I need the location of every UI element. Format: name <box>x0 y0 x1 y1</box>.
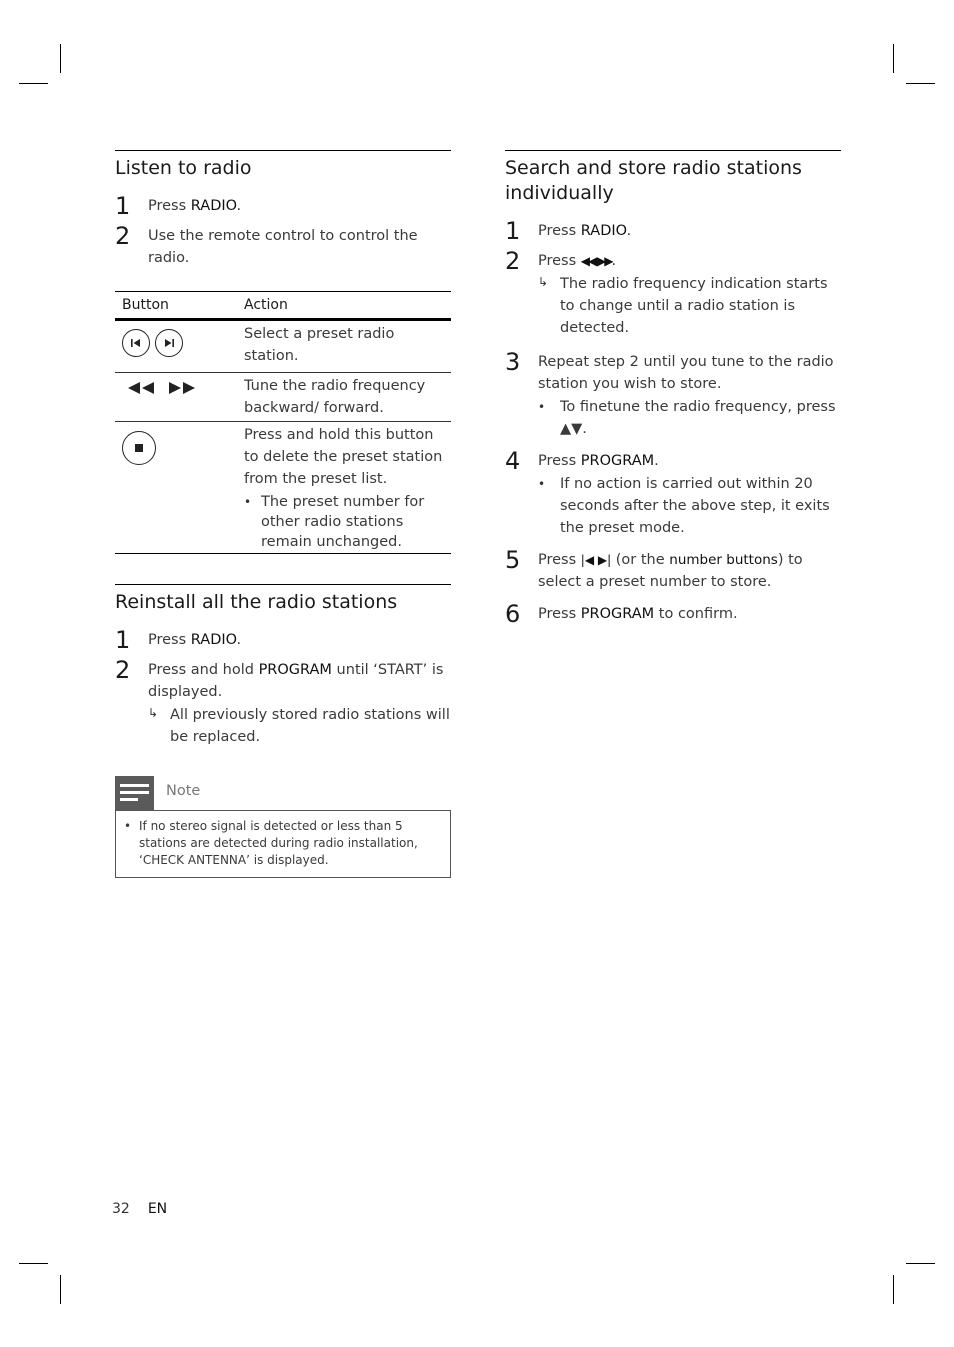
note-header <box>115 776 451 810</box>
action-cell: Select a preset radio station. <box>244 326 395 364</box>
step-2 <box>115 656 451 748</box>
action-cell: Tune the radio frequency backward/ forward. <box>244 378 426 416</box>
step-number: 5 <box>505 546 521 574</box>
button-cell <box>115 373 244 421</box>
step-number: 4 <box>505 447 521 475</box>
step-text: . <box>611 253 617 269</box>
action-bullet <box>244 492 447 552</box>
step-text: (or the <box>611 552 670 568</box>
crop-mark <box>60 44 61 73</box>
result-text: All previously stored radio stations will be replaced. <box>170 707 450 745</box>
step-text: Use the remote control to control the radio. <box>148 228 418 266</box>
step-text: . <box>626 223 632 239</box>
step-text: Press <box>538 223 581 239</box>
keyword: RADIO <box>190 198 237 214</box>
bullet-text: The preset number for other radio stations remain unchanged. <box>261 494 425 550</box>
step-1 <box>115 192 451 220</box>
rewind-icon <box>127 382 155 394</box>
step-number: 2 <box>115 222 131 250</box>
bullet-dot: • <box>244 495 252 509</box>
keyword: number buttons <box>669 552 778 568</box>
step-number: 6 <box>505 600 521 628</box>
bullet-text: To finetune the radio frequency, press ▲▼. <box>560 399 836 437</box>
keyword: |◀ ▶| <box>580 553 612 567</box>
step-text: Press <box>538 606 581 622</box>
bullet-text: If no action is carried out within 20 seconds after the above step, it exits the preset mode. <box>560 476 830 536</box>
step-6 <box>505 600 841 628</box>
bullet-dot: • <box>124 819 132 833</box>
note-box <box>115 810 451 878</box>
button-cell <box>115 422 244 553</box>
step-text: . <box>236 198 242 214</box>
step-text: Press <box>148 632 191 648</box>
header-action: Action <box>244 297 288 313</box>
step-text: Press and hold <box>148 662 259 678</box>
header-button: Button <box>122 297 169 313</box>
step-text: until ‘START’ is displayed. <box>148 662 444 700</box>
right-column <box>505 150 841 628</box>
step-text: Press <box>538 552 581 568</box>
step-text: to confirm. <box>654 606 738 622</box>
crop-mark <box>60 1275 61 1304</box>
result-arrow-icon: ↳ <box>148 706 159 720</box>
bullet-dot: • <box>538 400 546 414</box>
note-title: Note <box>166 783 201 799</box>
left-column <box>115 150 451 878</box>
next-icon <box>155 329 183 357</box>
section-title-listen: Listen to radio <box>115 157 252 179</box>
step-result <box>538 273 841 339</box>
step-bullet <box>538 396 841 440</box>
step-number: 2 <box>505 247 521 275</box>
step-5 <box>505 546 841 593</box>
note-text: If no stereo signal is detected or less than 5 stations are detected during radio installation, ‘CHECK ANTENNA’ is displayed. <box>139 819 418 867</box>
bullet-dot: • <box>538 477 546 491</box>
step-number: 2 <box>115 656 131 684</box>
keyword: RADIO <box>190 632 237 648</box>
step-number: 3 <box>505 348 521 376</box>
page-number: 32 <box>112 1201 130 1217</box>
action-cell <box>244 422 451 553</box>
step-1 <box>505 217 841 245</box>
result-arrow-icon: ↳ <box>538 275 549 289</box>
crop-mark <box>893 1275 894 1304</box>
button-cell <box>115 321 244 372</box>
button-action-table <box>115 291 451 554</box>
step-text: Press <box>148 198 191 214</box>
action-text: Press and hold this button to delete the preset station from the preset list. <box>244 427 443 487</box>
keyword: ◀◀ ▶▶ <box>580 254 612 268</box>
section-title-search-store: Search and store radio stations individually <box>505 157 802 204</box>
step-2 <box>115 222 451 269</box>
step-2 <box>505 247 841 339</box>
step-1 <box>115 626 451 654</box>
step-result <box>148 704 451 748</box>
fast-forward-icon <box>168 382 196 394</box>
keyword: RADIO <box>580 223 627 239</box>
step-text: Press <box>538 253 581 269</box>
note-icon <box>115 776 154 810</box>
step-bullet <box>538 473 841 539</box>
keyword: PROGRAM <box>258 662 332 678</box>
step-number: 1 <box>115 192 131 220</box>
table-row <box>115 372 451 421</box>
prev-icon <box>122 329 150 357</box>
crop-mark <box>906 1263 935 1264</box>
keyword: PROGRAM <box>580 453 655 469</box>
result-text: The radio frequency indication starts to change until a radio station is detected. <box>560 276 828 336</box>
language-code: EN <box>147 1201 168 1217</box>
keyword: PROGRAM <box>580 606 655 622</box>
step-4 <box>505 447 841 539</box>
table-header <box>115 292 451 321</box>
section-title-reinstall: Reinstall all the radio stations <box>115 591 398 613</box>
crop-mark <box>906 83 935 84</box>
step-number: 1 <box>115 626 131 654</box>
step-number: 1 <box>505 217 521 245</box>
crop-mark <box>19 1263 48 1264</box>
step-3 <box>505 348 841 440</box>
step-text: Press <box>538 453 581 469</box>
stop-icon <box>122 431 156 465</box>
step-text: . <box>654 453 659 469</box>
step-text: ) to select a preset number to store. <box>538 552 803 590</box>
table-row <box>115 321 451 372</box>
step-text: . <box>236 632 242 648</box>
table-row <box>115 421 451 553</box>
crop-mark <box>893 44 894 73</box>
crop-mark <box>19 83 48 84</box>
step-text: Repeat step 2 until you tune to the radio station you wish to store. <box>538 354 834 392</box>
page-footer <box>112 1201 167 1217</box>
